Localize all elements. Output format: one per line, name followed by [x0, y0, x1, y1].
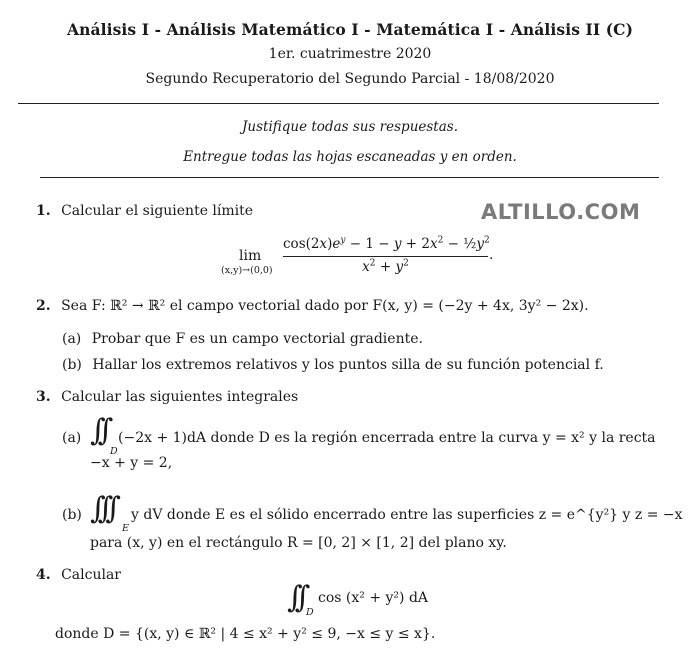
- problem-2: [36, 298, 589, 314]
- item-label: (a): [62, 331, 82, 347]
- exam-name: Segundo Recuperatorio del Segundo Parcial - 18/08/2020: [145, 71, 555, 87]
- item-label: (b): [62, 357, 82, 373]
- limit-numerator: $\cos(2x)e^y - 1 - y + 2x^2$ − $\frac{1}{2}y^2$: [283, 235, 490, 252]
- item-text: Probar que F es un campo vectorial gradiente.: [91, 331, 423, 347]
- problem-3b-text: y dV donde E es el sólido encerrado entre las superficies z = e^{y²} y z = −x: [131, 507, 683, 523]
- instruction-submit: Entregue todas las hojas escaneadas y en orden.: [183, 149, 517, 165]
- double-integral-icon: ∫∫: [287, 580, 303, 615]
- exam-term: 1er. cuatrimestre 2020: [268, 46, 432, 62]
- problem-3a-text-cont: −x + y = 2,: [90, 455, 173, 471]
- problem-3a-text: (−2x + 1)dA donde D es la región encerrada entre la curva y = x² y la recta: [118, 430, 656, 446]
- problem-1: [36, 203, 253, 219]
- problem-4: [36, 567, 121, 583]
- problem-text: Sea F: ℝ² → ℝ² el campo vectorial dado por F(x, y) = (−2y + 4x, 3y² − 2x).: [61, 298, 589, 314]
- problem-text: Calcular las siguientes integrales: [61, 389, 299, 405]
- integral-subscript: D: [110, 446, 118, 457]
- period: .: [489, 247, 494, 263]
- triple-integral-icon: ∫∫∫: [90, 491, 113, 526]
- problem-number: 1.: [36, 203, 51, 219]
- problem-number: 2.: [36, 298, 51, 314]
- integral-subscript: E: [122, 523, 129, 534]
- limit-subscript: (x,y)→(0,0): [221, 265, 273, 276]
- integral-subscript: D: [306, 607, 314, 618]
- fraction-bar: [283, 256, 488, 257]
- problem-4-domain: donde D = {(x, y) ∈ ℝ² | 4 ≤ x² + y² ≤ 9, −x ≤ y ≤ x}.: [55, 626, 436, 642]
- instruction-justify: Justifique todas sus respuestas.: [241, 119, 459, 135]
- problem-2a: [62, 331, 423, 347]
- problem-3: [36, 389, 298, 405]
- problem-text: Calcular el siguiente límite: [61, 203, 254, 219]
- problem-3b-text-cont: para (x, y) en el rectángulo R = [0, 2] × [1, 2] del plano xy.: [90, 535, 507, 551]
- exam-title: Análisis I - Análisis Matemático I - Matemática I - Análisis II (C): [66, 20, 634, 39]
- problem-3a-label: (a): [62, 430, 82, 446]
- top-rule: [18, 103, 659, 104]
- bottom-rule: [40, 177, 659, 178]
- problem-3b-label: (b): [62, 507, 82, 523]
- limit-operator: lim: [239, 248, 262, 264]
- watermark-logo: ALTILLO.COM: [481, 200, 641, 224]
- problem-number: 3.: [36, 389, 51, 405]
- item-text: Hallar los extremos relativos y los puntos silla de su función potencial f.: [92, 357, 604, 373]
- problem-text: Calcular: [61, 567, 121, 583]
- problem-4-integrand: cos (x² + y²) dA: [318, 590, 429, 606]
- problem-number: 4.: [36, 567, 51, 583]
- problem-2b: [62, 357, 604, 373]
- double-integral-icon: ∫∫: [90, 413, 106, 448]
- limit-denominator: $x^2 + y^2$: [362, 258, 409, 275]
